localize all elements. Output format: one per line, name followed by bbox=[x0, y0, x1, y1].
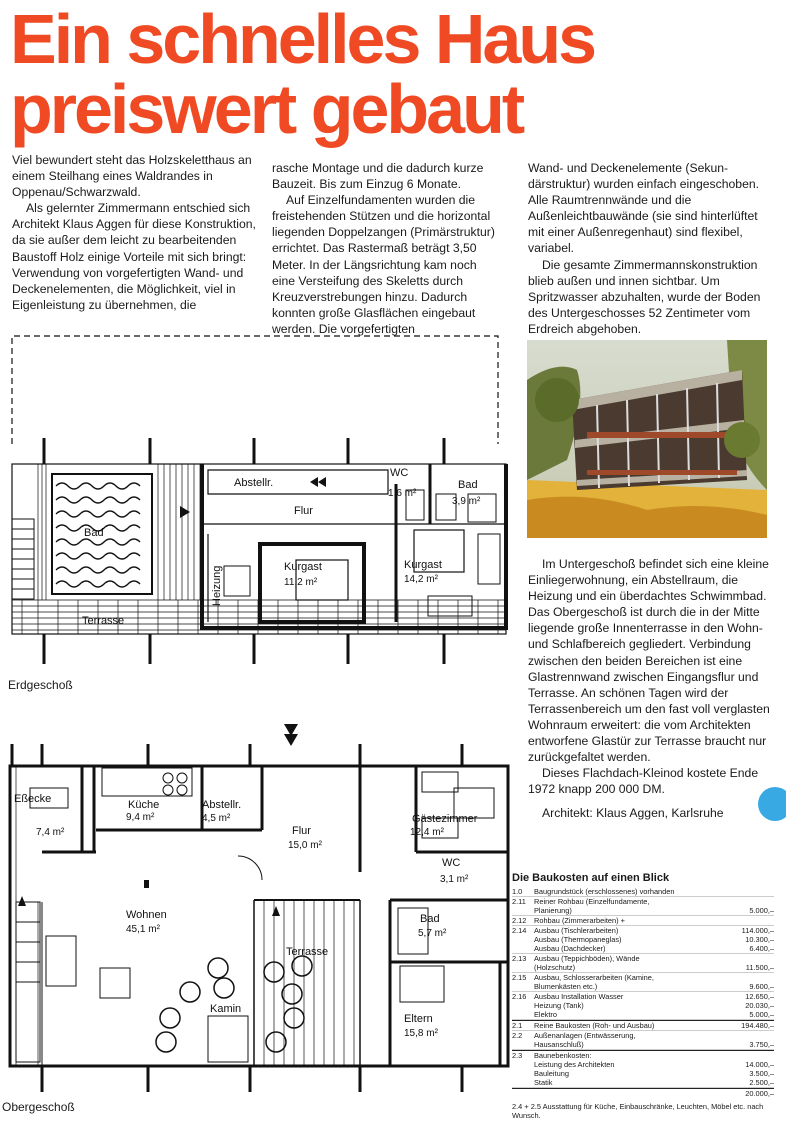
room-label: Eßecke bbox=[14, 793, 52, 805]
cost-code: 2.1 bbox=[512, 1021, 523, 1030]
room-label: Bad bbox=[420, 913, 440, 925]
room-label: Wohnen bbox=[126, 909, 167, 921]
plan-caption-og: Obergeschoß bbox=[2, 1100, 75, 1114]
room-area: 5,7 m² bbox=[418, 928, 447, 939]
cost-code: 2.14 bbox=[512, 926, 527, 935]
cost-code: 2.16 bbox=[512, 992, 527, 1001]
cost-amount: 194.480,– bbox=[741, 1021, 774, 1030]
cost-row bbox=[512, 887, 774, 897]
paragraph: Im Untergeschoß befindet sich eine kleine Einliegerwohnung, ein Abstellraum, die Heizung und ein überdachtes Schwimmbad. Das Obergeschoß ist durch die in der Mitte liegende große Innenterrasse in den Wohn- und Schlafbereich gegliedert. Verbindung zwischen den beiden Bereichen ist eine Glastrennwand zwischen Eingangsflur und Terrasse. An schönen Tagen wird der Terrassenbereich um den fast voll verglasten Wohnraum erweitert: die vom Architekten entworfene Glastür zur Terrasse braucht nur zurückgefaltet werden. bbox=[528, 557, 770, 765]
cost-amount: 9.600,– bbox=[749, 982, 774, 991]
paragraph: Auf Einzelfundamenten wurden die freistehenden Stützen und die horizontal liegenden Doppelzangen (Primärstruktur) errichtet. Das Rastermaß beträgt 3,50 Meter. In der Längsrichtung kam noch eine Versteifung des Skeletts durch Kreuzverstrebungen hinzu. Dadurch konnten große Glasflächen eingebaut werden. Die vorgefertigten bbox=[272, 193, 495, 336]
room-label: WC bbox=[390, 467, 409, 479]
room-label: Gästezimmer bbox=[412, 813, 478, 825]
cost-row bbox=[512, 1020, 774, 1031]
room-label: Eltern bbox=[404, 1013, 433, 1025]
room-label: Bad bbox=[84, 527, 104, 539]
paragraph: Die gesamte Zimmermannskonstruktion blieb außen und innen sichtbar. Um Spritzwasser abzuhalten, wurde der Boden des Untergeschosses 52 Zentimeter vom Erdreich abgehoben. bbox=[528, 257, 761, 336]
cost-amount: 14.000,– 3.500,– 2.500,– bbox=[745, 1060, 774, 1087]
cost-amount bbox=[730, 887, 774, 896]
cost-row bbox=[512, 992, 774, 1020]
cost-rows bbox=[512, 887, 774, 1088]
cost-row bbox=[512, 897, 774, 916]
cost-description: Ausbau (Teppichböden), Wände (Holzschutz) bbox=[534, 954, 640, 972]
room-label: Terrasse bbox=[82, 615, 125, 627]
blue-dot bbox=[758, 787, 786, 821]
cost-row bbox=[512, 1050, 774, 1088]
cost-description: Außenanlagen (Entwässerung, Hausanschluß) bbox=[534, 1031, 636, 1049]
room-area: 7,4 m² bbox=[36, 827, 65, 838]
room-area: 3,9 m² bbox=[452, 496, 481, 507]
cost-row bbox=[512, 1031, 774, 1050]
room-area: 9,4 m² bbox=[126, 812, 155, 823]
cost-description: Rohbau (Zimmerarbeiten) + bbox=[534, 916, 625, 925]
plan-caption-eg: Erdgeschoß bbox=[8, 678, 73, 692]
cost-description: Ausbau (Tischlerarbeiten) Ausbau (Thermopaneglas) Ausbau (Dachdecker) bbox=[534, 926, 622, 953]
room-label: Kamin bbox=[210, 1003, 242, 1015]
article-column-3 bbox=[528, 160, 774, 337]
room-area: 3,1 m² bbox=[440, 874, 469, 885]
cost-description: Reine Baukosten (Roh- und Ausbau) bbox=[534, 1021, 655, 1030]
cost-amount: 12.650,– 20.030,– 5.000,– bbox=[745, 992, 774, 1019]
cost-footnote: 2.4 + 2.5 Ausstattung für Küche, Einbauschränke, Leuchten, Möbel etc. nach Wunsch. bbox=[512, 1102, 764, 1120]
cost-code: 2.3 bbox=[512, 1051, 523, 1060]
ground-floor-plan bbox=[8, 334, 512, 674]
cost-code: 2.2 bbox=[512, 1031, 523, 1040]
cost-description: Ausbau Installation Wasser Heizung (Tank) Elektro bbox=[534, 992, 624, 1019]
cost-code: 2.12 bbox=[512, 916, 527, 925]
room-label: Bad bbox=[458, 479, 478, 491]
room-label: Abstellr. bbox=[234, 477, 274, 489]
cost-row bbox=[512, 954, 774, 973]
cost-description: Baunebenkosten: Leistung des Architekten Bauleitung Statik bbox=[534, 1051, 615, 1087]
room-area: 4,5 m² bbox=[202, 813, 231, 824]
cost-row bbox=[512, 926, 774, 954]
room-label: Heizung bbox=[211, 565, 223, 606]
room-label: Kurgast bbox=[404, 559, 442, 571]
cost-table bbox=[512, 874, 774, 1120]
room-area: 15,8 m² bbox=[404, 1028, 438, 1039]
cost-row bbox=[512, 916, 774, 926]
room-label: Flur bbox=[294, 505, 313, 517]
cost-amount: 5.000,– bbox=[749, 906, 774, 915]
cost-description: Baugrundstück (erschlossenes) vorhanden bbox=[534, 887, 675, 896]
headline-line-1: Ein schnelles Haus bbox=[10, 0, 595, 78]
room-label: WC bbox=[442, 857, 461, 869]
headline-line-2: preiswert gebaut bbox=[10, 70, 523, 148]
cost-code: 2.11 bbox=[512, 897, 526, 906]
paragraph: Wand- und Deckenelemente (Sekundärstruktur) wurden einfach eingeschoben. Alle Raumtrennwände und die Außenleichtbauwände (sie sind hinterlüftet mit einer Außenregenhaut) sind flexibel, variabel. bbox=[528, 161, 760, 256]
paragraph: Viel bewundert steht das Holzskeletthaus an einem Steilhang eines Waldrandes in Oppenau/Schwarzwald. bbox=[12, 153, 252, 200]
cost-code: 2.15 bbox=[512, 973, 527, 982]
room-label: Abstellr. bbox=[202, 799, 242, 811]
paragraph: Als gelernter Zimmermann entschied sich Architekt Klaus Aggen für diese Konstruktion, da sie außer dem leicht zu bearbeitenden Baustoff Holz einige Vorteile mit sich bringt: Verwendung von vorgefertigten Wand- und Deckenelementen, die Möglichkeit, viel in Eigenleistung zu übernehmen, die bbox=[12, 201, 256, 312]
room-label: Küche bbox=[128, 799, 160, 811]
room-area: 12,4 m² bbox=[410, 827, 444, 838]
paragraph: Dieses Flachdach-Kleinod kostete Ende 1972 knapp 200 000 DM. bbox=[528, 766, 759, 797]
article-column-3b bbox=[528, 556, 774, 822]
house-photo bbox=[527, 340, 767, 538]
room-label: Terrasse bbox=[286, 946, 329, 958]
room-area: 1,6 m² bbox=[388, 488, 417, 499]
cost-description: Reiner Rohbau (Einzelfundamente, Planierung) bbox=[534, 897, 650, 915]
cost-total: 20.000,– bbox=[512, 1088, 774, 1098]
cost-amount bbox=[730, 916, 774, 925]
cost-row bbox=[512, 973, 774, 992]
cost-amount: 114.000,– 10.300,– 6.400,– bbox=[741, 926, 774, 953]
article-column-2 bbox=[272, 160, 502, 337]
room-area: 14,2 m² bbox=[404, 574, 438, 585]
paragraph: Architekt: Klaus Aggen, Karlsruhe bbox=[542, 806, 724, 821]
room-area: 11,2 m² bbox=[284, 577, 318, 588]
room-area: 45,1 m² bbox=[126, 924, 160, 935]
paragraph: rasche Montage und die dadurch kurze Bauzeit. Bis zum Einzug 6 Monate. bbox=[272, 161, 484, 192]
headline bbox=[10, 0, 780, 148]
cost-table-title: Die Baukosten auf einen Blick bbox=[512, 872, 670, 884]
room-area: 15,0 m² bbox=[288, 840, 322, 851]
article-column-1 bbox=[12, 152, 256, 313]
cost-amount: 11.500,– bbox=[745, 963, 774, 972]
cost-description: Ausbau, Schlosserarbeiten (Kamine, Blumenkästen etc.) bbox=[534, 973, 654, 991]
cost-code: 1.0 bbox=[512, 887, 523, 896]
upper-floor-plan bbox=[2, 722, 514, 1106]
room-label: Flur bbox=[292, 825, 311, 837]
room-label: Kurgast bbox=[284, 561, 322, 573]
cost-amount: 3.750,– bbox=[749, 1040, 774, 1049]
cost-code: 2.13 bbox=[512, 954, 527, 963]
